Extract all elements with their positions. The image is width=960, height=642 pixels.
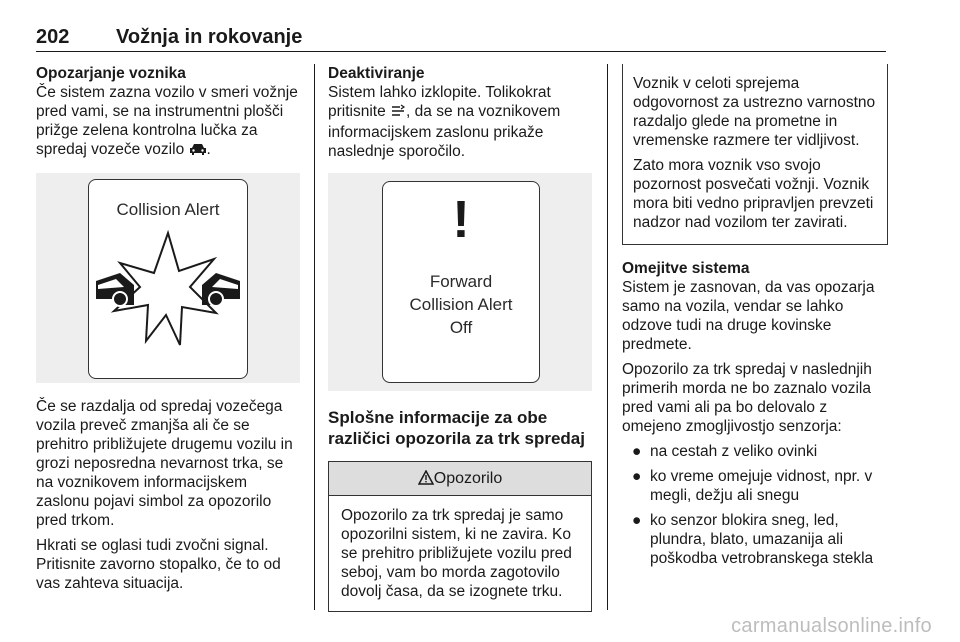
column-middle — [328, 64, 592, 612]
warning-box-continued — [622, 64, 888, 245]
watermark: carmanualsonline.info — [731, 615, 932, 637]
paragraph: Če se razdalja od spredaj vozečega vozila preveč zmanjša ali če se prehitro približujete drugemu vozilu in grozi neposredna nevarnost trka, se na voznikovem informacijskem zaslonu pojavi simbol za opozorilo pred trkom. — [36, 398, 293, 529]
list-item: ● ko senzor blokira sneg, led, plundra, blato, umazanija ali poškodba vetrobranskega stekla — [632, 512, 874, 567]
car-left-icon — [96, 273, 134, 306]
collision-alert-label: Collision Alert — [116, 200, 220, 219]
paragraph: Voznik v celoti sprejema odgovornost za ustrezno varnostno razdaljo glede na prometne in vremenske razmere ter vidljivost. — [633, 75, 876, 149]
bullet-icon: ● — [632, 468, 642, 485]
page-number: 202 — [36, 26, 70, 48]
car-right-icon — [202, 273, 240, 306]
warning-triangle-icon — [418, 464, 434, 498]
paragraph: Sistem lahko izklopite. Tolikokrat pritisnite , da se na voznikovem informacijskem zaslonu prikaže naslednje sporočilo. — [328, 84, 561, 160]
column-right — [622, 64, 888, 574]
subheading-system-limitations: Omejitve sistema — [622, 260, 750, 277]
paragraph: Opozorilo za trk spredaj v naslednjih primerih morda ne bo zaznalo vozila pred vami ali pa bo delovalo z omejeno zmogljivostjo senzorja: — [622, 361, 872, 435]
warning-header — [329, 462, 591, 496]
distance-button-icon — [390, 104, 406, 123]
warning-box — [328, 461, 592, 612]
bullet-icon: ● — [632, 443, 642, 460]
collision-alert-off-figure — [328, 173, 592, 391]
column-left — [36, 64, 300, 599]
column-divider — [314, 64, 315, 610]
section-heading: Splošne informacije za obe različici opozorila za trk spredaj — [328, 408, 585, 448]
vehicle-ahead-icon — [189, 142, 207, 161]
collision-star-icon — [36, 173, 300, 383]
subheading-deactivation: Deaktiviranje — [328, 65, 425, 82]
list-item: ● na cestah z veliko ovinki — [632, 443, 818, 460]
page-header — [36, 26, 886, 52]
paragraph: Sistem je zasnovan, da vas opozarja samo na vozila, vendar se lahko odzove tudi na druge kovinske predmete. — [622, 279, 875, 353]
bullet-list — [622, 442, 888, 568]
collision-alert-figure — [36, 173, 300, 383]
paragraph: Hkrati se oglasi tudi zvočni signal. Pritisnite zavorno stopalko, če to od vas zahteva situacija. — [36, 537, 281, 592]
page-title: Vožnja in rokovanje — [116, 26, 303, 48]
bullet-icon: ● — [632, 512, 642, 529]
exclamation-icon: ! — [452, 191, 470, 249]
forward-collision-alert-off-label: Forward Collision Alert Off — [409, 272, 513, 337]
column-divider — [607, 64, 608, 610]
paragraph: Če sistem zazna vozilo v smeri vožnje pred vami, se na instrumentni plošči prižge zelena kontrolna lučka za spredaj vozeče vozilo . — [36, 83, 300, 161]
warning-title: Opozorilo — [433, 470, 503, 487]
paragraph: Zato mora voznik vso svojo pozornost posvečati vožnji. Voznik mora biti vedno pripravljen prevzeti nadzor nad vozilom ter zavirati. — [633, 157, 874, 231]
display-screen — [382, 181, 540, 383]
warning-body: Opozorilo za trk spredaj je samo opozorilni sistem, ki ne zavira. Ko se prehitro približujete vozilu pred seboj, vam bo morda zagotovilo dovolj časa, da se izognete trku. — [341, 507, 572, 600]
list-item: ● ko vreme omejuje vidnost, npr. v megli, dežju ali snegu — [632, 468, 873, 504]
subheading-driver-warning: Opozarjanje voznika — [36, 65, 186, 82]
